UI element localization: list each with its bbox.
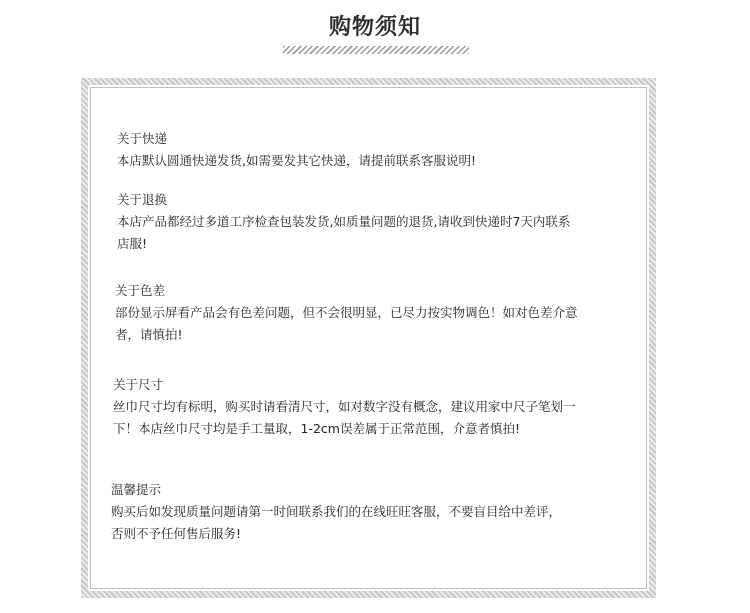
section-text: 下！本店丝巾尺寸均是手工量取，1-2cm误差属于正常范围，介意者慎拍! — [113, 421, 520, 436]
section-heading: 关于尺寸 — [113, 377, 164, 392]
section-text: 店服! — [117, 236, 148, 251]
section-text: 否则不予任何售后服务! — [111, 526, 242, 541]
section-size — [113, 374, 576, 440]
section-text: 部份显示屏看产品会有色差问题，但不会很明显，已尽力按实物调色！如对色差介意 — [115, 305, 578, 320]
section-heading: 关于快递 — [117, 131, 168, 146]
section-text: 者，请慎拍! — [115, 327, 183, 342]
section-heading: 关于色差 — [115, 283, 166, 298]
section-heading: 温馨提示 — [111, 482, 162, 497]
page-title: 购物须知 — [328, 14, 421, 40]
section-shipping — [117, 128, 476, 172]
section-tips — [111, 479, 561, 545]
section-text: 购买后如发现质量问题请第一时间联系我们的在线旺旺客服，不要盲目给中差评， — [111, 504, 562, 519]
section-heading: 关于退换 — [117, 192, 168, 207]
title-divider — [283, 46, 469, 54]
section-text: 本店默认圆通快递发货,如需要发其它快递，请提前联系客服说明! — [117, 153, 476, 168]
section-color-difference — [115, 280, 578, 346]
section-text: 本店产品都经过多道工序检查包装发货,如质量问题的退货,请收到快递时7天内联系 — [117, 214, 571, 229]
section-returns — [117, 189, 570, 255]
section-text: 丝巾尺寸均有标明，购买时请看清尺寸，如对数字没有概念，建议用家中尺子笔划一 — [113, 399, 576, 414]
